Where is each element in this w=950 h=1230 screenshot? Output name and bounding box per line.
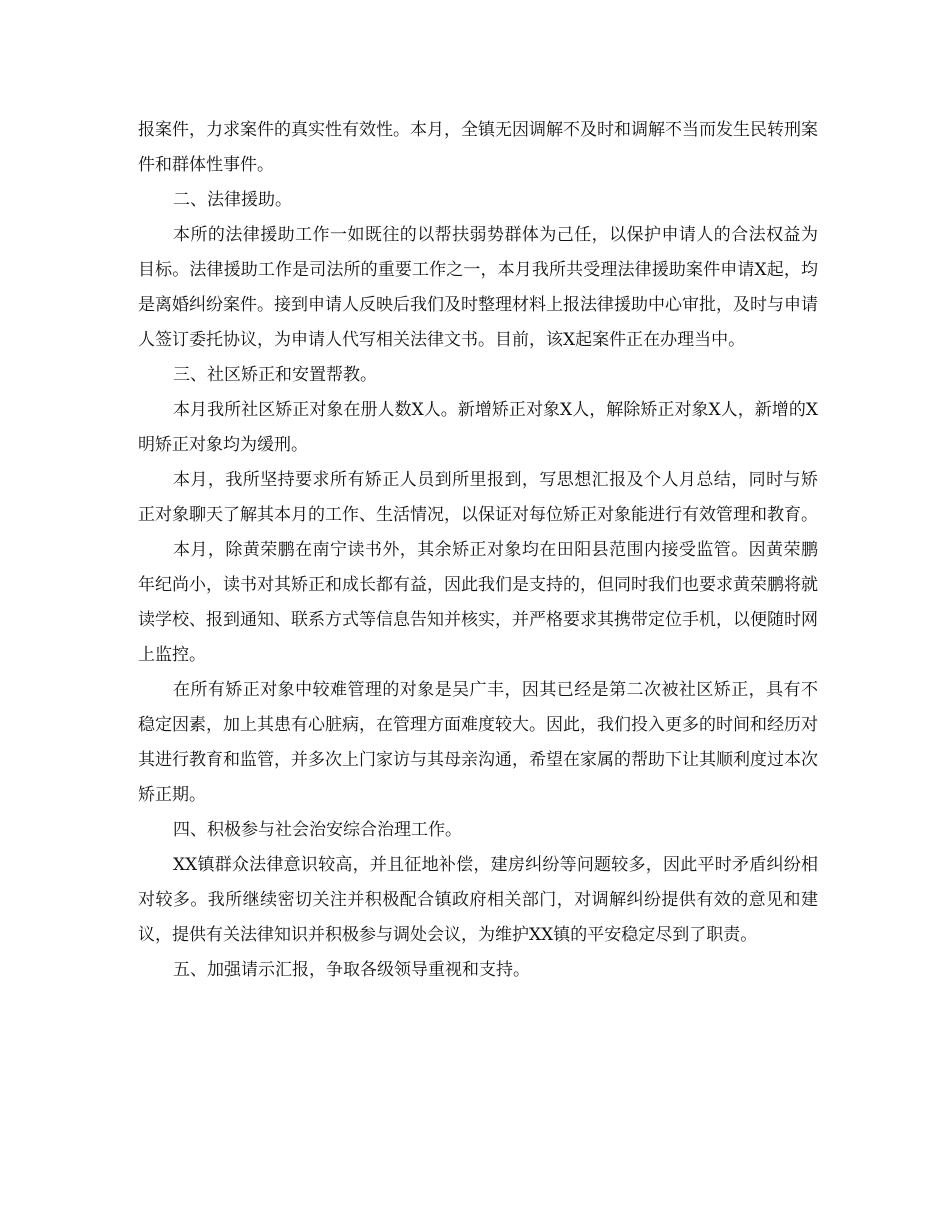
paragraph-legal-aid: 本所的法律援助工作一如既往的以帮扶弱势群体为己任，以保护申请人的合法权益为目标。法律援助工作是司法所的重要工作之一，本月我所共受理法律援助案件申请X起，均是离婚纠纷案件。接到申请人反映后我们及时整理材料上报法律援助中心审批，及时与申请人签订委托协议，为申请人代写相关法律文书。目前，该X起案件正在办理当中。 xyxy=(138,225,818,350)
paragraph-continuation: 报案件，力求案件的真实性有效性。本月，全镇无因调解不及时和调解不当而发生民转刑案件和群体性事件。 xyxy=(138,120,818,175)
paragraph-difficult-case: 在所有矫正对象中较难管理的对象是吴广丰，因其已经是第二次被社区矫正，具有不稳定因素，加上其患有心脏病，在管理方面难度较大。因此，我们投入更多的时间和经历对其进行教育和监管，并多次上门家访与其母亲沟通，希望在家属的帮助下让其顺利度过本次矫正期。 xyxy=(138,680,818,805)
paragraph-correction-count: 本月我所社区矫正对象在册人数X人。新增矫正对象X人，解除矫正对象X人，新增的X明矫正对象均为缓刑。 xyxy=(138,400,818,455)
section-heading-community-correction: 三、社区矫正和安置帮教。 xyxy=(173,365,377,385)
document-body xyxy=(138,113,818,988)
paragraph-correction-supervision: 本月，除黄荣鹏在南宁读书外，其余矫正对象均在田阳县范围内接受监管。因黄荣鹏年纪尚小，读书对其矫正和成长都有益，因此我们是支持的，但同时我们也要求黄荣鹏将就读学校、报到通知、联系方式等信息告知并核实，并严格要求其携带定位手机，以便随时网上监控。 xyxy=(138,540,818,665)
section-heading-legal-aid: 二、法律援助。 xyxy=(173,190,292,210)
section-heading-reporting: 五、加强请示汇报，争取各级领导重视和支持。 xyxy=(173,960,530,980)
paragraph-correction-reporting: 本月，我所坚持要求所有矫正人员到所里报到，写思想汇报及个人月总结，同时与矫正对象聊天了解其本月的工作、生活情况，以保证对每位矫正对象能进行有效管理和教育。 xyxy=(138,470,818,525)
section-heading-public-security: 四、积极参与社会治安综合治理工作。 xyxy=(173,820,462,840)
paragraph-public-security: XX镇群众法律意识较高，并且征地补偿，建房纠纷等问题较多，因此平时矛盾纠纷相对较多。我所继续密切关注并积极配合镇政府相关部门，对调解纠纷提供有效的意见和建议，提供有关法律知识并积极参与调处会议，为维护XX镇的平安稳定尽到了职责。 xyxy=(138,855,818,945)
